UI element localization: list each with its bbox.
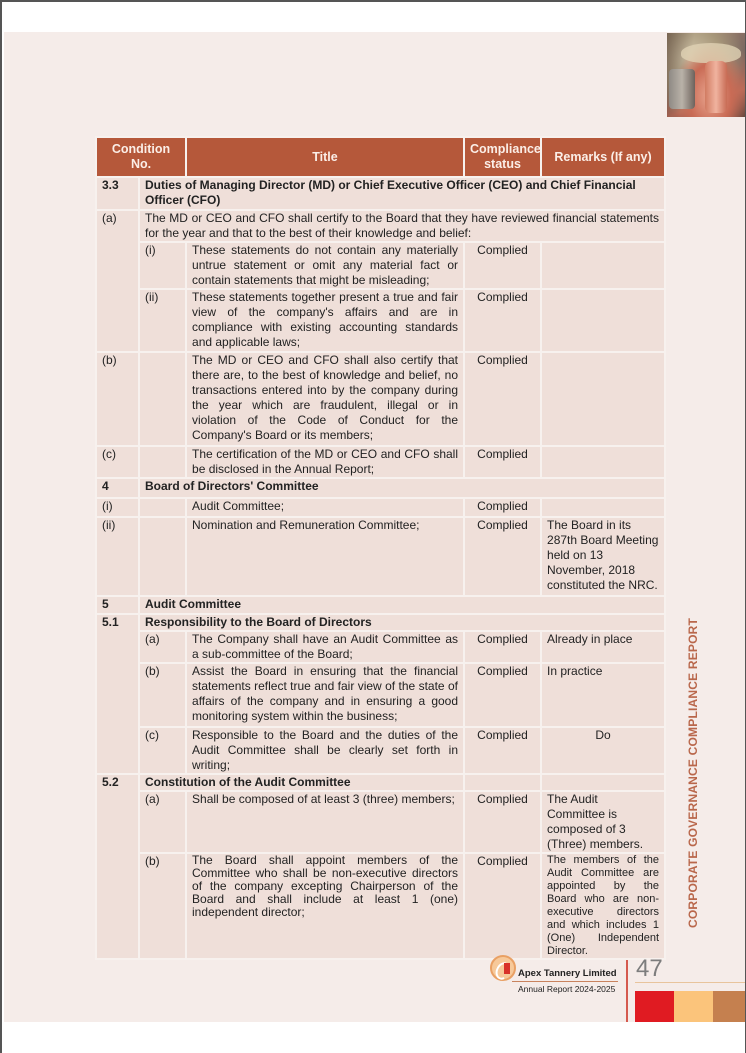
table-row: [96, 177, 665, 210]
header-condition-no: Condition No.: [96, 137, 186, 177]
table-row: [96, 289, 665, 352]
section-side-title: CORPORATE GOVERNANCE COMPLIANCE REPORT: [686, 617, 700, 928]
compliance-status: Complied: [464, 663, 541, 727]
section-title: Constitution of the Audit Committee: [139, 774, 464, 791]
compliance-status: Complied: [464, 853, 541, 959]
condition-no: 3.3: [96, 177, 139, 210]
table-row: [96, 663, 665, 727]
compliance-status: [464, 774, 541, 791]
table-row: [96, 446, 665, 478]
compliance-status: Complied: [464, 446, 541, 478]
table-row: [96, 498, 665, 517]
remarks: Already in place: [541, 631, 665, 663]
table-row: [96, 614, 665, 631]
remarks: [541, 352, 665, 446]
condition-title: The MD or CEO and CFO shall also certify that there are, to the best of knowledge and belief, no transactions entered into by the company during the year which are fraudulent, illegal or in violation of the Code of Conduct for the Company's Board or its members;: [186, 352, 464, 446]
remarks: The Audit Committee is composed of 3 (Three) members.: [541, 791, 665, 853]
condition-no: (b): [96, 352, 139, 446]
table-row: [96, 596, 665, 614]
compliance-status: Complied: [464, 498, 541, 517]
remarks: The members of the Audit Committee are appointed by the Board who are non-executive directors and which includes 1 (One) Independent Director.: [541, 853, 665, 959]
compliance-status: Complied: [464, 517, 541, 596]
condition-no: (a): [96, 210, 139, 352]
header-remarks: Remarks (If any): [541, 137, 665, 177]
section-title: Board of Directors' Committee: [139, 478, 665, 498]
compliance-status: Complied: [464, 289, 541, 352]
compliance-status: Complied: [464, 352, 541, 446]
footer-company-name: Apex Tannery Limited: [518, 968, 617, 979]
compliance-status: Complied: [464, 242, 541, 289]
sub-condition-no: [139, 446, 186, 478]
remarks: Do: [541, 727, 665, 774]
remarks: [541, 446, 665, 478]
condition-no: (ii): [96, 517, 139, 596]
table-row: [96, 853, 665, 959]
table-row: [96, 631, 665, 663]
condition-title: Assist the Board in ensuring that the financial statements reflect true and fair view of the state of affairs of the company and in ensuring a good monitoring system within the business;: [186, 663, 464, 727]
table-row: [96, 478, 665, 498]
sub-condition-no: (c): [139, 727, 186, 774]
condition-title: Nomination and Remuneration Committee;: [186, 517, 464, 596]
remarks: [541, 289, 665, 352]
condition-title: These statements do not contain any materially untrue statement or omit any material fact or contain statements that might be misleading;: [186, 242, 464, 289]
condition-title: The Board shall appoint members of the Committee who shall be non-executive directors of the company excepting Chairperson of the Board and shall include at least 1 (one) independent director;: [186, 853, 464, 959]
condition-no: 5: [96, 596, 139, 614]
page-number: 47: [636, 955, 663, 982]
sub-condition-no: [139, 352, 186, 446]
sub-condition-no: (i): [139, 242, 186, 289]
condition-title: The MD or CEO and CFO shall certify to the Board that they have reviewed financial statements for the year and that to the best of their knowledge and belief:: [139, 210, 665, 242]
section-title: Audit Committee: [139, 596, 665, 614]
color-block-red: [635, 991, 674, 1022]
sub-condition-no: (a): [139, 791, 186, 853]
compliance-table: [95, 136, 666, 960]
remarks: In practice: [541, 663, 665, 727]
condition-no: 5.1: [96, 614, 139, 774]
footer-report-title: Annual Report 2024-2025: [518, 984, 616, 994]
condition-no: (i): [96, 498, 139, 517]
table-row: [96, 517, 665, 596]
condition-title: Audit Committee;: [186, 498, 464, 517]
condition-no: 4: [96, 478, 139, 498]
condition-title: Responsible to the Board and the duties of the Audit Committee shall be clearly set forth in writing;: [186, 727, 464, 774]
company-logo-icon: [490, 955, 516, 981]
leather-photo-image: [667, 33, 745, 117]
remarks: [541, 242, 665, 289]
window-border-left: [0, 0, 2, 1053]
header-title: Title: [186, 137, 464, 177]
table-row: [96, 242, 665, 289]
remarks: The Board in its 287th Board Meeting held on 13 November, 2018 constituted the NRC.: [541, 517, 665, 596]
table-header-row: [96, 137, 665, 177]
footer-divider: [512, 981, 618, 982]
color-block-orange: [674, 991, 713, 1022]
condition-title: Shall be composed of at least 3 (three) members;: [186, 791, 464, 853]
condition-title: These statements together present a true and fair view of the company's affairs and are in compliance with existing accounting standards and applicable laws;: [186, 289, 464, 352]
table-row: [96, 774, 665, 791]
compliance-status: Complied: [464, 791, 541, 853]
table-row: [96, 727, 665, 774]
condition-no: (c): [96, 446, 139, 478]
section-title: Duties of Managing Director (MD) or Chief Executive Officer (CEO) and Chief Financial Officer (CFO): [139, 177, 665, 210]
sub-condition-no: [139, 517, 186, 596]
condition-title: The Company shall have an Audit Committee as a sub-committee of the Board;: [186, 631, 464, 663]
table-row: [96, 352, 665, 446]
compliance-status: Complied: [464, 727, 541, 774]
sub-condition-no: (b): [139, 663, 186, 727]
window-border-top: [0, 0, 746, 2]
sub-condition-no: (a): [139, 631, 186, 663]
sub-condition-no: (ii): [139, 289, 186, 352]
condition-no: 5.2: [96, 774, 139, 959]
remarks: [541, 774, 665, 791]
sub-condition-no: (b): [139, 853, 186, 959]
footer-vertical-rule: [626, 960, 628, 1022]
condition-title: The certification of the MD or CEO and CFO shall be disclosed in the Annual Report;: [186, 446, 464, 478]
page-number-rule: [635, 982, 745, 983]
compliance-status: Complied: [464, 631, 541, 663]
section-title: Responsibility to the Board of Directors: [139, 614, 665, 631]
header-compliance-status: Compliance status: [464, 137, 541, 177]
sub-condition-no: [139, 498, 186, 517]
color-block-brown: [713, 991, 745, 1022]
table-row: [96, 210, 665, 242]
remarks: [541, 498, 665, 517]
table-row: [96, 791, 665, 853]
